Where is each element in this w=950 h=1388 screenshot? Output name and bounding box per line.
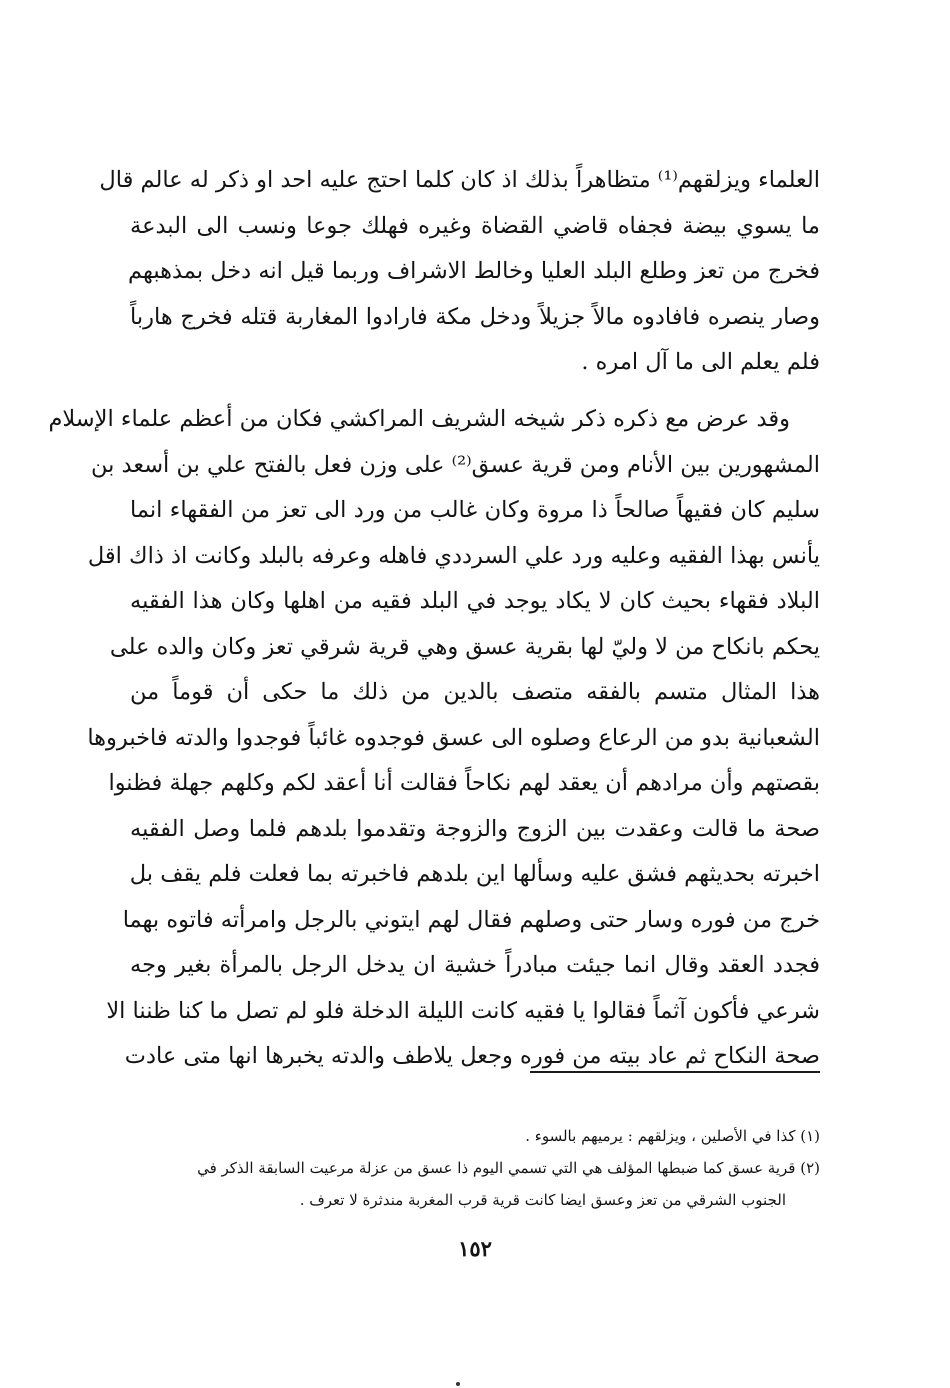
footnote-2-continuation: الجنوب الشرقي من تعز وعسق ايضا كانت قرية قرب المغربة مندثرة لا تعرف .: [299, 1191, 786, 1209]
text-line: هذا المثال متسم بالفقه متصف بالدين من ذلك ما حكى أن قوماً من: [130, 679, 820, 705]
text-line: خرج من فوره وسار حتى وصلهم فقال لهم ايتوني بالرجل وامرأته فاتوه بهما: [122, 906, 820, 933]
page-number: ١٥٢: [458, 1236, 492, 1261]
text-line: ما يسوي بيضة فجفاه قاضي القضاة وغيره فهلك جوعا ونسب الى البدعة: [130, 212, 820, 239]
text-line: يحكم بانكاح من لا وليّ لها بقرية عسق وهي قرية شرقي تعز وكان والده على: [109, 633, 820, 660]
text-line: فجدد العقد وقال انما جيئت مبادراً خشية ان يدخل الرجل بالمرأة بغير وجه: [130, 952, 820, 978]
text-line: بقصتهم وأن مرادهم أن يعقد لهم نكاحاً فقالت أنا أعقد لكم وكلهم جهلة فظنوا: [108, 770, 820, 796]
text-line: فخرج من تعز وطلع البلد العليا وخالط الاشراف وربما قيل انه دخل بمذهبهم: [128, 258, 820, 284]
footnote-2: (٢) قرية عسق كما ضبطها المؤلف هي التي تسمي اليوم ذا عسق من عزلة مرعيت السابقة الذكر في: [197, 1159, 820, 1177]
text-line: صحة النكاح ثم عاد بيته من فوره وجعل يلاطف والدته يخبرها انها متى عادت: [124, 1043, 820, 1069]
text-line: صحة ما قالت وعقدت بين الزوج والزوجة وتقدموا بلدهم فلما وصل الفقيه: [130, 815, 820, 842]
text-line: شرعي فأكون آثماً فقالوا يا فقيه كانت الليلة الدخلة فلو لم تصل ما كنا ظننا الا: [106, 997, 820, 1024]
paragraph-2: [48, 397, 820, 1080]
scan-speck: [456, 1382, 460, 1386]
text-line: العلماء ويزلقهم⁽¹⁾ متظاهراً بذلك اذ كان كلما احتج عليه احد او ذكر له عالم قال: [99, 167, 820, 193]
text-line: البلاد فقهاء بحيث كان لا يكاد يوجد في البلد فقيه من اهلها وكان هذا الفقيه: [130, 588, 820, 614]
text-line: وقد عرض مع ذكره ذكر شيخه الشريف المراكشي فكان من أعظم علماء الإسلام: [48, 406, 790, 432]
text-line: الشعبانية بدو من الرعاع وصلوه الى عسق فوجدوه غائباً فوجدوا والدته فاخبروها: [87, 724, 820, 751]
text-line: اخبرته بحديثهم فشق عليه وسألها اين بلدهم فاخبرته بما فعلت فلم يقف بل: [129, 861, 820, 887]
paragraph-1: [99, 158, 820, 386]
text-line: المشهورين بين الأنام ومن قرية عسق⁽²⁾ على وزن فعل بالفتح علي بن أسعد بن: [91, 451, 820, 478]
text-line: يأنس بهذا الفقيه وعليه ورد علي السرددي فاهله وعرفه بالبلد وكانت اذ ذاك اقل: [87, 542, 820, 569]
footnote-divider: [530, 1071, 820, 1073]
text-line: وصار ينصره فافادوه مالاً جزيلاً ودخل مكة فارادوا المغاربة قتله فخرج هارباً: [130, 303, 820, 330]
text-line: سليم كان فقيهاً صالحاً ذا مروة وكان غالب من ورد الى تعز من الفقهاء انما: [130, 497, 820, 523]
text-line: فلم يعلم الى ما آل امره .: [581, 349, 820, 375]
footnotes: [130, 1120, 820, 1216]
footnote-1: (١) كذا في الأصلين ، ويزلقهم : يرميهم بالسوء .: [525, 1127, 820, 1145]
